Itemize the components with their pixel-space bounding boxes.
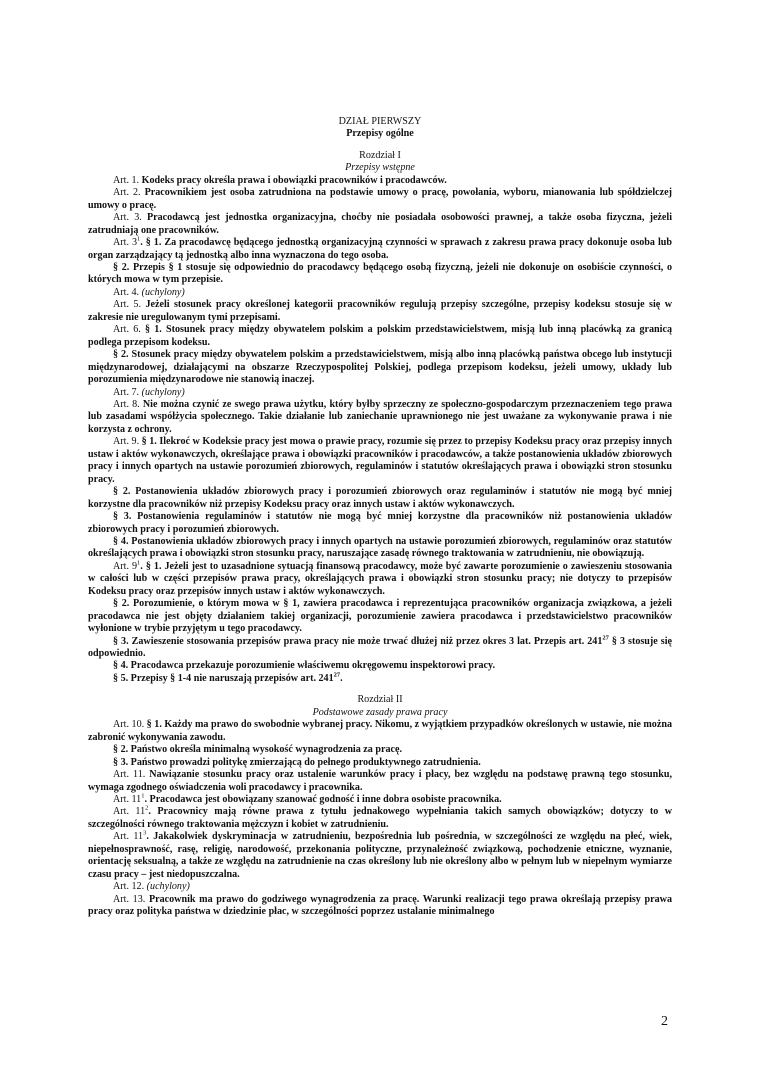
article-6-section-2: § 2. Stosunek pracy między obywatelem polskim a przedstawicielstwem, misją albo inną placówką państwa obcego lub instytucji międzynarodowej, działającymi na obszarze Rzeczypospolitej Polskiej, podlega przepisom kodeksu, jeżeli umowy, układy lub porozumienia międzynarodowe nie stanowią inaczej.	[88, 349, 672, 386]
article-3-label: Art. 3.	[113, 212, 142, 224]
article-3-1	[88, 237, 672, 262]
article-7	[88, 387, 672, 399]
article-9-1-text: . § 1. Jeżeli jest to uzasadnione sytuacją finansową pracodawcy, może być zawarte porozumienie o zawieszeniu stosowania w całości lub w części przepisów prawa pracy, określających prawa i obowiązki stron stosunku pracy; nie dotyczy to przepisów Kodeksu pracy oraz przepisów innych ustaw i aktów wykonawczych.	[88, 560, 672, 597]
article-13-text: Pracownik ma prawo do godziwego wynagrodzenia za pracę. Warunki realizacji tego prawa określają przepisy prawa pracy oraz polityka państwa w dziedzinie płac, w szczególności poprzez ustalanie minimalnego	[88, 893, 673, 918]
chapter-1-subtitle: Przepisy wstępne	[345, 162, 415, 174]
article-7-label: Art. 7.	[113, 386, 140, 398]
article-9-1	[88, 561, 672, 598]
article-9-1-section-3-superscript: 27	[602, 634, 609, 642]
division-title: DZIAŁ PIERWSZY	[338, 116, 422, 127]
article-9-1-section-5-superscript: 27	[333, 671, 341, 679]
article-4-label: Art. 4.	[113, 286, 140, 298]
article-11-3-superscript: 3	[143, 830, 147, 838]
article-6-text: § 1. Stosunek pracy między obywatelem polskim a polskim przedstawicielstwem, misją lub inną placówką za granicą podlega przepisom kodeksu.	[88, 324, 672, 348]
article-8-text: Nie można czynić ze swego prawa użytku, który byłby sprzeczny ze społeczno-gospodarczym przeznaczeniem tego prawa lub zasadami współżycia społecznego. Takie działanie lub zaniechanie uprawnionego nie jest uważane za wykonywanie prawa i nie korzysta z ochrony.	[88, 398, 672, 435]
article-10-section-2: § 2. Państwo określa minimalną wysokość wynagrodzenia za pracę.	[113, 744, 402, 756]
article-12-label: Art. 12.	[113, 881, 145, 893]
article-9-1-section-5-text: § 5. Przepisy § 1-4 nie naruszają przepisów art. 241	[113, 672, 334, 684]
article-5	[88, 299, 672, 324]
article-1-text: Kodeks pracy określa prawa i obowiązki pracowników i pracodawców.	[139, 174, 447, 186]
chapter-1-title: Rozdział I	[359, 149, 401, 161]
article-9-text: § 1. Ilekroć w Kodeksie pracy jest mowa o prawie pracy, rozumie się przez to przepisy Kodeksu pracy oraz przepisy innych ustaw i aktów wykonawczych, określające prawa i obowiązki pracowników i pracodawców, a także postanowienia układów zbiorowych pracy i innych opartych na ustawie porozumień zbiorowych, regulaminów i statutów określających prawa i obowiązki stron stosunku pracy.	[88, 436, 672, 485]
article-11-1-text: . Pracodawca jest obowiązany szanować godność i inne dobra osobiste pracownika.	[144, 794, 502, 806]
article-9-1-label: Art. 9	[113, 560, 138, 572]
article-3	[88, 212, 672, 237]
article-8	[88, 399, 672, 436]
article-9-1-section-3-text: § 3. Zawieszenie stosowania przepisów prawa pracy nie może trwać dłużej niż przez okres 3 lat. Przepis art. 241	[113, 635, 603, 647]
article-10-label: Art. 10.	[113, 719, 145, 731]
article-9-1-section-5	[88, 673, 672, 685]
document-page	[88, 116, 672, 919]
article-9-section-4: § 4. Postanowienia układów zbiorowych pracy i innych opartych na ustawie porozumień zbiorowych, regulaminów oraz statutów określających prawa i obowiązki stron stosunku pracy, naruszające zasadę równego traktowania w zatrudnieniu, nie obowiązują.	[88, 535, 672, 560]
article-9-1-section-5-text-end: .	[340, 672, 343, 684]
article-3-1-superscript: 1	[137, 235, 141, 243]
article-9	[88, 436, 672, 486]
article-9-1-section-3	[88, 636, 672, 661]
article-3-text: Pracodawcą jest jednostka organizacyjna, choćby nie posiadała osobowości prawnej, a także osoba fizyczna, jeżeli zatrudniają one pracowników.	[88, 212, 672, 236]
article-10-text: § 1. Każdy ma prawo do swobodnie wybranej pracy. Nikomu, z wyjątkiem przypadków określonych w ustawie, nie można zabronić wykonywania zawodu.	[88, 719, 672, 743]
article-2-text: Pracownikiem jest osoba zatrudniona na podstawie umowy o pracę, powołania, wyboru, mianowania lub spółdzielczej umowy o pracę.	[88, 187, 672, 211]
article-3-1-section-2: § 2. Przepis § 1 stosuje się odpowiednio do pracodawcy będącego osobą fizyczną, jeżeli nie dokonuje on osobiście czynności, o których mowa w tym przepisie.	[88, 261, 672, 286]
article-11-2-label: Art. 11	[113, 806, 146, 818]
article-9-1-superscript: 1	[137, 559, 141, 567]
article-3-1-label: Art. 3	[113, 237, 138, 249]
article-12-status: (uchylony)	[146, 881, 190, 893]
article-7-status: (uchylony)	[141, 386, 185, 398]
article-13	[88, 894, 672, 919]
article-11-3-label: Art. 11	[113, 831, 144, 843]
article-4	[88, 287, 672, 299]
article-9-section-3: § 3. Postanowienia regulaminów i statutów nie mogą być mniej korzystne dla pracowników niż postanowienia układów zbiorowych pracy i porozumień zbiorowych.	[88, 511, 672, 535]
article-10	[88, 719, 672, 744]
article-11-label: Art. 11.	[113, 769, 146, 781]
article-8-label: Art. 8.	[113, 398, 140, 410]
article-9-1-section-4: § 4. Pracodawca przekazuje porozumienie właściwemu okręgowemu inspektorowi pracy.	[113, 660, 496, 672]
chapter-2-subtitle: Podstawowe zasady prawa pracy	[312, 706, 448, 718]
article-11-2-superscript: 2	[145, 805, 149, 813]
chapter-2-title: Rozdział II	[357, 694, 403, 706]
article-9-1-section-2: § 2. Porozumienie, o którym mowa w § 1, zawiera pracodawca i reprezentująca pracowników organizacja związkowa, a jeżeli pracodawca nie jest objęty działaniem takiej organizacji, porozumienie zawiera pracodawca i przedstawicielstwo pracowników wyłonione w trybie przyjętym u tego pracodawcy.	[88, 598, 672, 635]
article-5-label: Art. 5.	[113, 299, 141, 311]
article-11-3	[88, 831, 672, 881]
article-10-section-3: § 3. Państwo prowadzi politykę zmierzającą do pełnego produktywnego zatrudnienia.	[113, 756, 481, 768]
article-11-1	[88, 794, 672, 806]
article-11-text: Nawiązanie stosunku pracy oraz ustalenie warunków pracy i płacy, bez względu na podstawę prawną tego stosunku, wymaga zgodnego oświadczenia woli pracodawcy i pracownika.	[88, 769, 672, 793]
article-1-label: Art. 1.	[113, 174, 140, 186]
page-number: 2	[661, 1014, 668, 1029]
article-9-1-section-3-text-end: § 3 stosuje się odpowiednio.	[88, 635, 672, 660]
article-5-text: Jeżeli stosunek pracy określonej kategorii pracowników regulują przepisy szczególne, przepisy kodeksu stosuje się w zakresie nie uregulowanym tymi przepisami.	[88, 299, 672, 323]
article-11-2	[88, 806, 672, 831]
article-11-1-superscript: 1	[141, 792, 145, 800]
article-11-3-text: . Jakakolwiek dyskryminacja w zatrudnieniu, bezpośrednia lub pośrednia, w szczególności ze względu na płeć, wiek, niepełnosprawność, rasę, religię, narodowość, przekonania polityczne, przynależność związkową, pochodzenie etniczne, wyznanie, orientację seksualną, a także ze względu na zatrudnienie na czas określony lub nie określony albo w pełnym lub w niepełnym wymiarze czasu pracy – jest niedopuszczalna.	[88, 831, 672, 880]
article-9-section-2: § 2. Postanowienia układów zbiorowych pracy i porozumień zbiorowych oraz regulaminów i statutów nie mogą być mniej korzystne dla pracowników niż przepisy Kodeksu pracy oraz innych ustaw i aktów wykonawczych.	[88, 486, 672, 510]
article-11	[88, 769, 672, 794]
division-subtitle: Przepisy ogólne	[346, 128, 414, 140]
article-11-1-label: Art. 11	[113, 794, 142, 806]
article-2-label: Art. 2.	[113, 187, 141, 199]
article-4-status: (uchylony)	[141, 286, 185, 298]
article-11-2-text: . Pracownicy mają równe prawa z tytułu jednakowego wypełniania takich samych obowiązków; dotyczy to w szczególności równego traktowania mężczyzn i kobiet w zatrudnieniu.	[88, 806, 672, 830]
article-6	[88, 324, 672, 349]
article-6-label: Art. 6.	[113, 324, 141, 336]
article-13-label: Art. 13.	[113, 893, 146, 905]
article-3-1-text: . § 1. Za pracodawcę będącego jednostką organizacyjną czynności w sprawach z zakresu prawa pracy dokonuje osoba lub organ zarządzający tą jednostką albo inna wyznaczona do tego osoba.	[88, 237, 672, 261]
article-12	[88, 881, 672, 893]
article-2	[88, 187, 672, 212]
article-1	[88, 175, 672, 187]
article-9-label: Art. 9.	[113, 436, 140, 448]
